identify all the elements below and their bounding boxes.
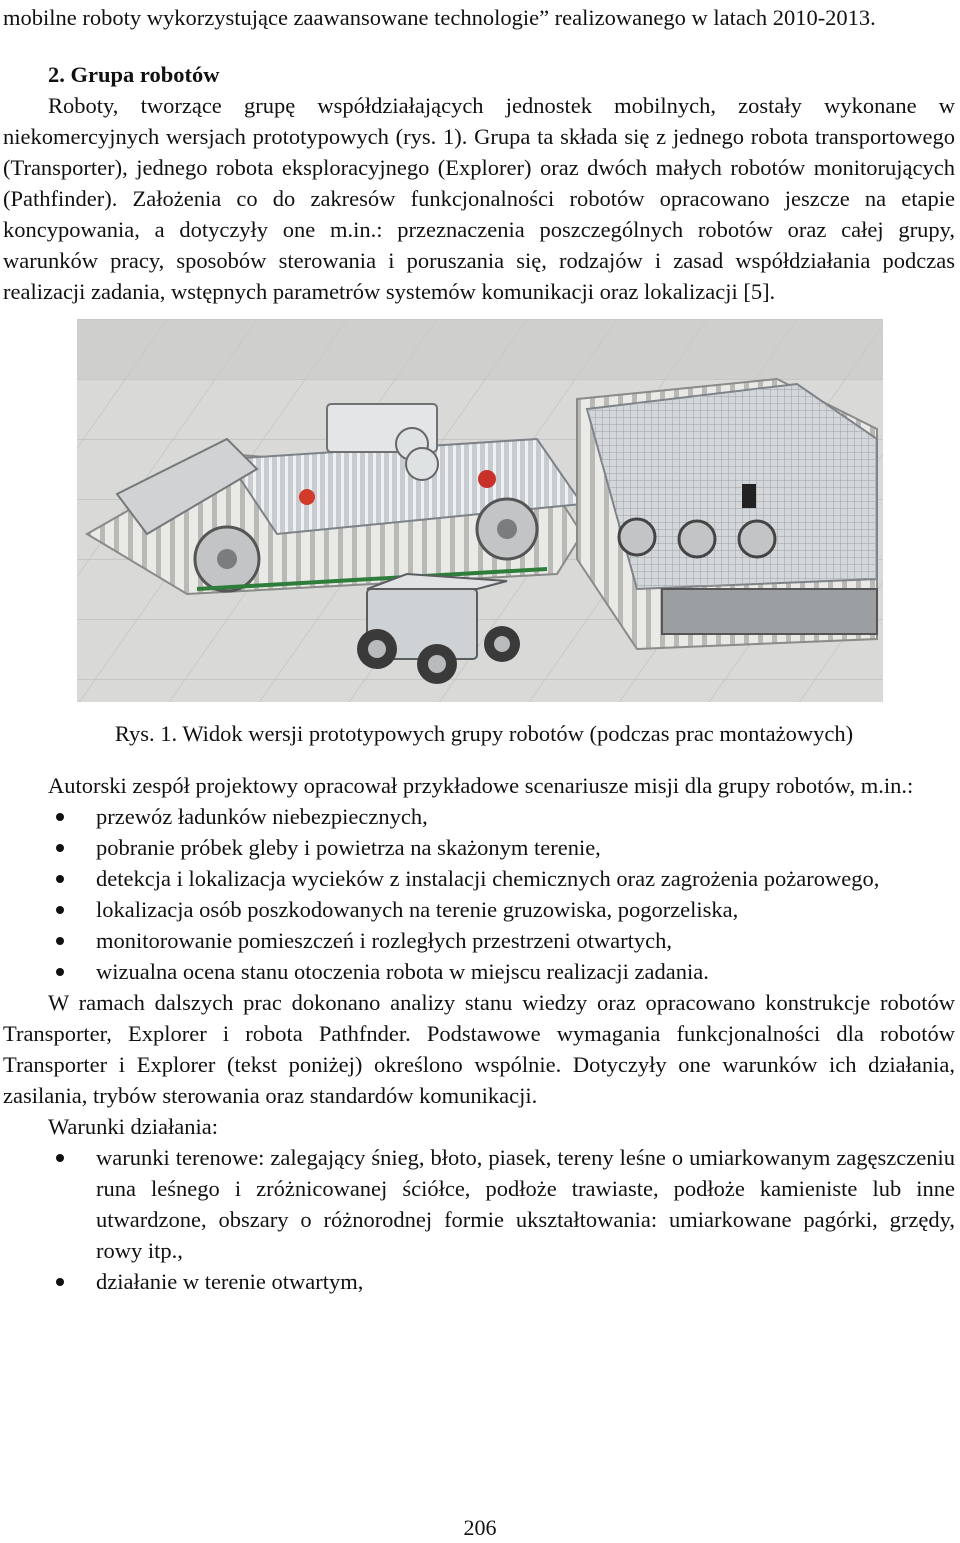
robot-photo-illustration bbox=[77, 319, 883, 702]
list-item: wizualna ocena stanu otoczenia robota w miejscu realizacji zadania. bbox=[3, 956, 955, 987]
list-item: przewóz ładunków niebezpiecznych, bbox=[3, 801, 955, 832]
page-body bbox=[3, 0, 955, 1297]
section-paragraph: Roboty, tworzące grupę współdziałających jednostek mobilnych, zostały wykonane w niekomercyjnych wersjach prototypowych (rys. 1). Grupa ta składa się z jednego robota transportowego (Transporter), jednego robota eksploracyjnego (Explorer) oraz dwóch małych robotów monitorujących (Pathfinder). Założenia co do zakresów funkcjonalności robotów opracowano jeszcze na etapie koncypowania, a dotyczyły one m.in.: przeznaczenia poszczególnych robotów oraz całej grupy, warunków pracy, sposobów sterowania i poruszania się, rodzajów i zasad współdziałania podczas realizacji zadania, wstępnych parametrów systemów komunikacji oraz lokalizacji [5]. bbox=[3, 93, 955, 304]
robot-group-photo bbox=[77, 319, 883, 702]
conditions-heading: Warunki działania: bbox=[48, 1114, 218, 1139]
scenarios-list bbox=[3, 801, 955, 987]
list-item: pobranie próbek gleby i powietrza na skażonym terenie, bbox=[3, 832, 955, 863]
list-item: monitorowanie pomieszczeń i rozległych przestrzeni otwartych, bbox=[3, 925, 955, 956]
conditions-list bbox=[3, 1142, 955, 1297]
analysis-paragraph: W ramach dalszych prac dokonano analizy stanu wiedzy oraz opracowano konstrukcje robotów Transporter, Explorer i robota Pathfnder. Podstawowe wymagania funkcjonalności dla robotów Transporter i Explorer (tekst poniżej) określono wspólnie. Dotyczyły one warunków ich działania, zasilania, trybów sterowania oraz standardów komunikacji. bbox=[3, 990, 955, 1108]
page-number: 206 bbox=[463, 1515, 497, 1540]
figure-caption: Rys. 1. Widok wersji prototypowych grupy robotów (podczas prac montażowych) bbox=[114, 721, 854, 746]
explorer-robot bbox=[577, 379, 877, 649]
list-item: warunki terenowe: zalegający śnieg, błoto, piasek, tereny leśne o umiarkowanym zagęszczeniu runa leśnego i zróżnicowanej ściółce, podłoże trawiaste, podłoże kamieniste lub inne utwardzone, obszary o różnorodnej formie ukształtowania: umiarkowane pagórki, grzędy, rowy itp., bbox=[3, 1142, 955, 1266]
list-item: lokalizacja osób poszkodowanych na terenie gruzowiska, pogorzeliska, bbox=[3, 894, 955, 925]
scenarios-intro: Autorski zespół projektowy opracował przykładowe scenariusze misji dla grupy robotów, m.in.: bbox=[48, 773, 914, 798]
top-fragment: mobilne roboty wykorzystujące zaawansowane technologie” realizowanego w latach 2010-2013. bbox=[3, 5, 876, 30]
list-item: detekcja i lokalizacja wycieków z instalacji chemicznych oraz zagrożenia pożarowego, bbox=[3, 863, 955, 894]
section-heading: 2. Grupa robotów bbox=[48, 62, 220, 87]
list-item: działanie w terenie otwartym, bbox=[3, 1266, 955, 1297]
